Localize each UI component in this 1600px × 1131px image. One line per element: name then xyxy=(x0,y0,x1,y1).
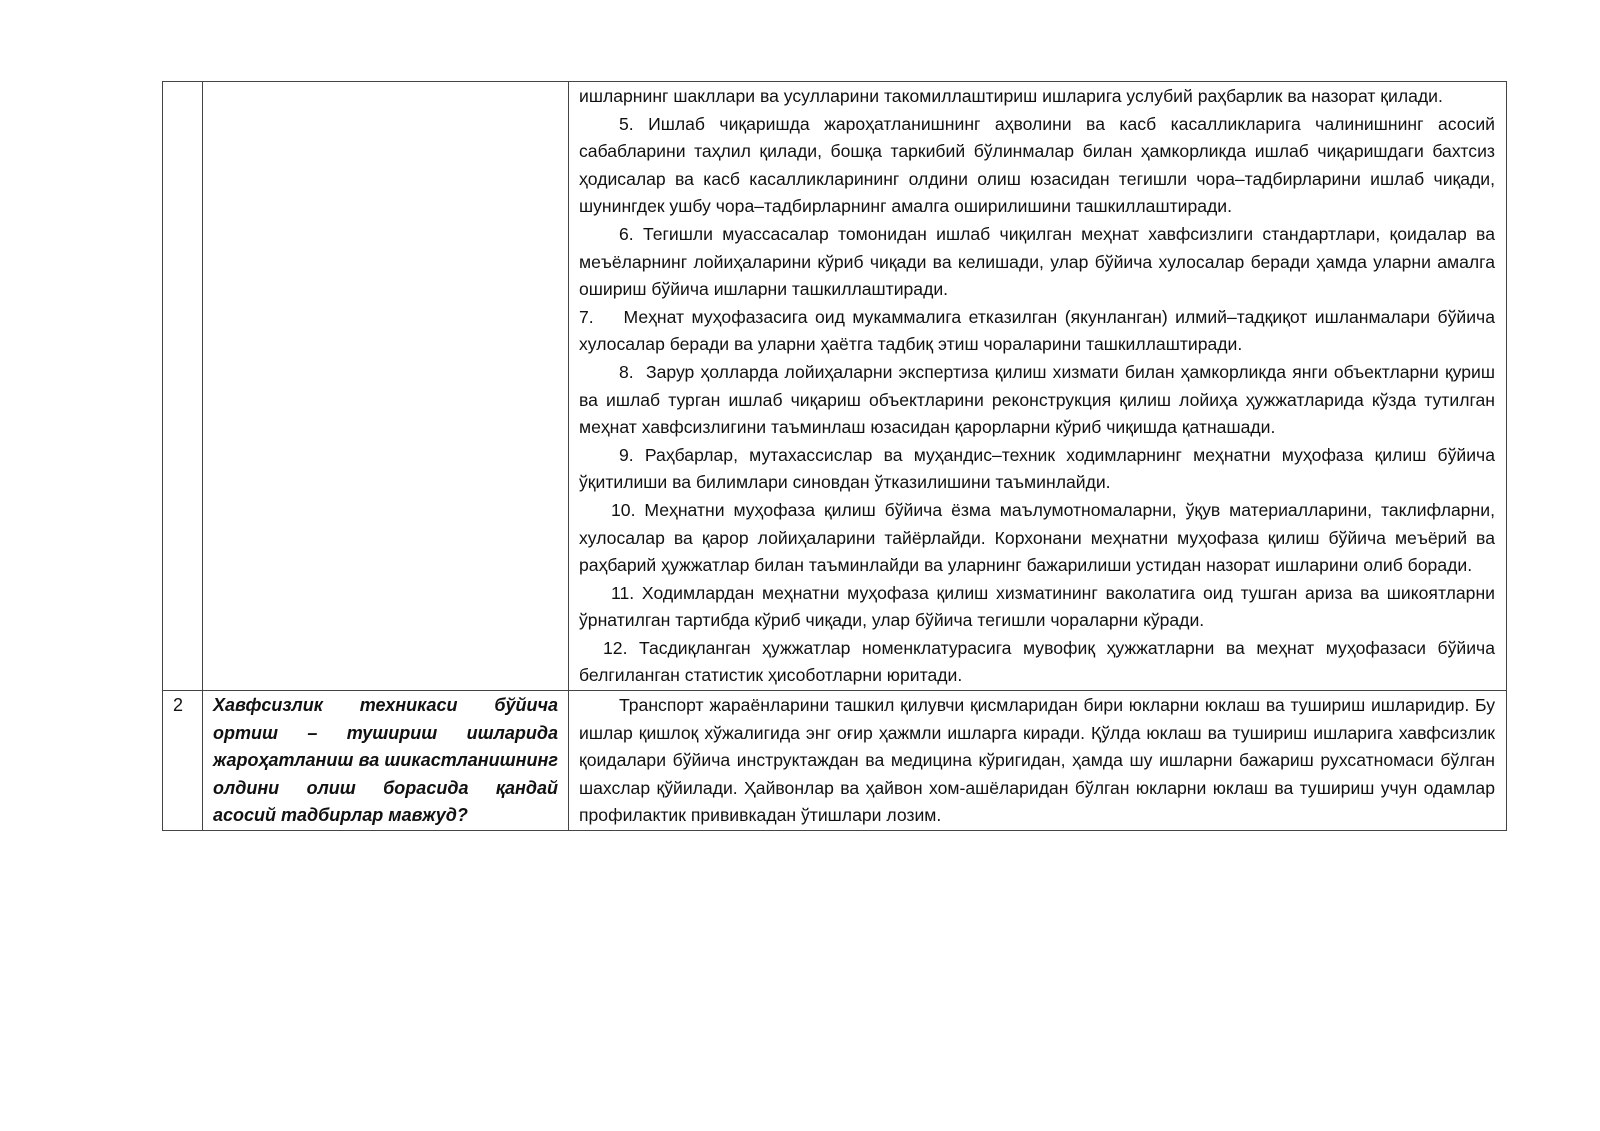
table-row xyxy=(163,82,1507,691)
paragraph: 10. Меҳнатни муҳофаза қилиш бўйича ёзма маълумотномаларни, ўқув материалларини, таклифларни, хулосалар ва қарор лойиҳаларини тайёрлайди. Корхонани меҳнатни муҳофаза қилиш бўйича меъёрий ва раҳбарий ҳужжатлар билан таъминлайди ва уларнинг бажарилиши устидан назорат ишларини олиб боради. xyxy=(579,499,1495,576)
paragraph: 5. Ишлаб чиқаришда жароҳатланишнинг аҳволини ва касб касалликларига чалинишнинг асосий сабабларини таҳлил қилади, бошқа таркибий бўлинмалар билан ҳамкорликда ишлаб чиқаришдаги бахтсиз ҳодисалар ва касб касалликларининг олдини олиш юзасидан тегишли чора–тадбирларини ишлаб чиқади, шунингдек ушбу чора–тадбирларнинг амалга оширилишини ташкиллаштиради. xyxy=(579,113,1495,217)
paragraph: 12. Тасдиқланган ҳужжатлар номенклатурасига мувофиқ ҳужжатларни ва меҳнат муҳофазаси бўйича белгиланган статистик ҳисоботларни юритади. xyxy=(579,637,1495,686)
question-cell xyxy=(203,82,569,691)
paragraph: ишларнинг шакллари ва усулларини такомиллаштириш ишларига услубий раҳбарлик ва назорат қилади. xyxy=(579,86,1443,106)
table-row xyxy=(163,691,1507,831)
row-number-cell xyxy=(163,82,203,691)
paragraph: Транспорт жараёнларини ташкил қилувчи қисмларидан бири юкларни юклаш ва тушириш ишларидир. Бу ишлар қишлоқ хўжалигида энг оғир ҳажмли ишларга киради. Қўлда юклаш ва тушириш ишларига хавфсизлик қоидалари бўйича инструктаждан ва медицина кўригидан, ҳамда шу ишларни бажариш рухсатномаси бўлган шахслар қўйилади. Ҳайвонлар ва ҳайвон хом-ашёларидан бўлган юкларни юклаш ва тушириш учун одамлар профилактик прививкадан ўтишлари лозим. xyxy=(579,695,1495,826)
paragraph: 6. Тегишли муассасалар томонидан ишлаб чиқилган меҳнат хавфсизлиги стандартлари, қоидалар ва меъёларнинг лойиҳаларини кўриб чиқади ва келишади, улар бўйича хулосалар беради ҳамда уларни амалга ошириш бўйича ишларни ташкиллаштиради. xyxy=(579,223,1495,300)
paragraph: 8. Зарур ҳолларда лойиҳаларни экспертиза қилиш хизмати билан ҳамкорликда янги объектларни қуриш ва ишлаб турган ишлаб чиқариш объектларини реконструкция қилиш лойиҳа ҳужжатларида кўзда тутилган меҳнат хавфсизлигини таъминлаш юзасидан қарорларни кўриб чиқишда қатнашади. xyxy=(579,361,1500,438)
answer-cell xyxy=(569,82,1507,691)
paragraph: 11. Ходимлардан меҳнатни муҳофаза қилиш хизматининг ваколатига оид тушган ариза ва шикоятларни ўрнатилган тартибда кўриб чиқади, улар бўйича тегишли чораларни кўради. xyxy=(579,582,1495,631)
paragraph: 7. Меҳнат муҳофазасига оид мукаммалига етказилган (якунланган) илмий–тадқиқот ишланмалари бўйича хулосалар беради ва уларни ҳаётга тадбиқ этиш чораларини ташкиллаштиради. xyxy=(579,306,1500,355)
document-table xyxy=(162,81,1507,831)
answer-cell xyxy=(569,691,1507,831)
question-cell: Хавфсизлик техникаси бўйича ортиш – тушириш ишларида жароҳатланиш ва шикастланишнинг олдини олиш борасида қандай асосий тадбирлар мавжуд? xyxy=(203,691,569,831)
row-number-cell: 2 xyxy=(163,691,203,831)
paragraph: 9. Раҳбарлар, мутахассислар ва муҳандис–техник ходимларнинг меҳнатни муҳофаза қилиш бўйича ўқитилиши ва билимлари синовдан ўтказилишини таъминлайди. xyxy=(579,444,1495,493)
